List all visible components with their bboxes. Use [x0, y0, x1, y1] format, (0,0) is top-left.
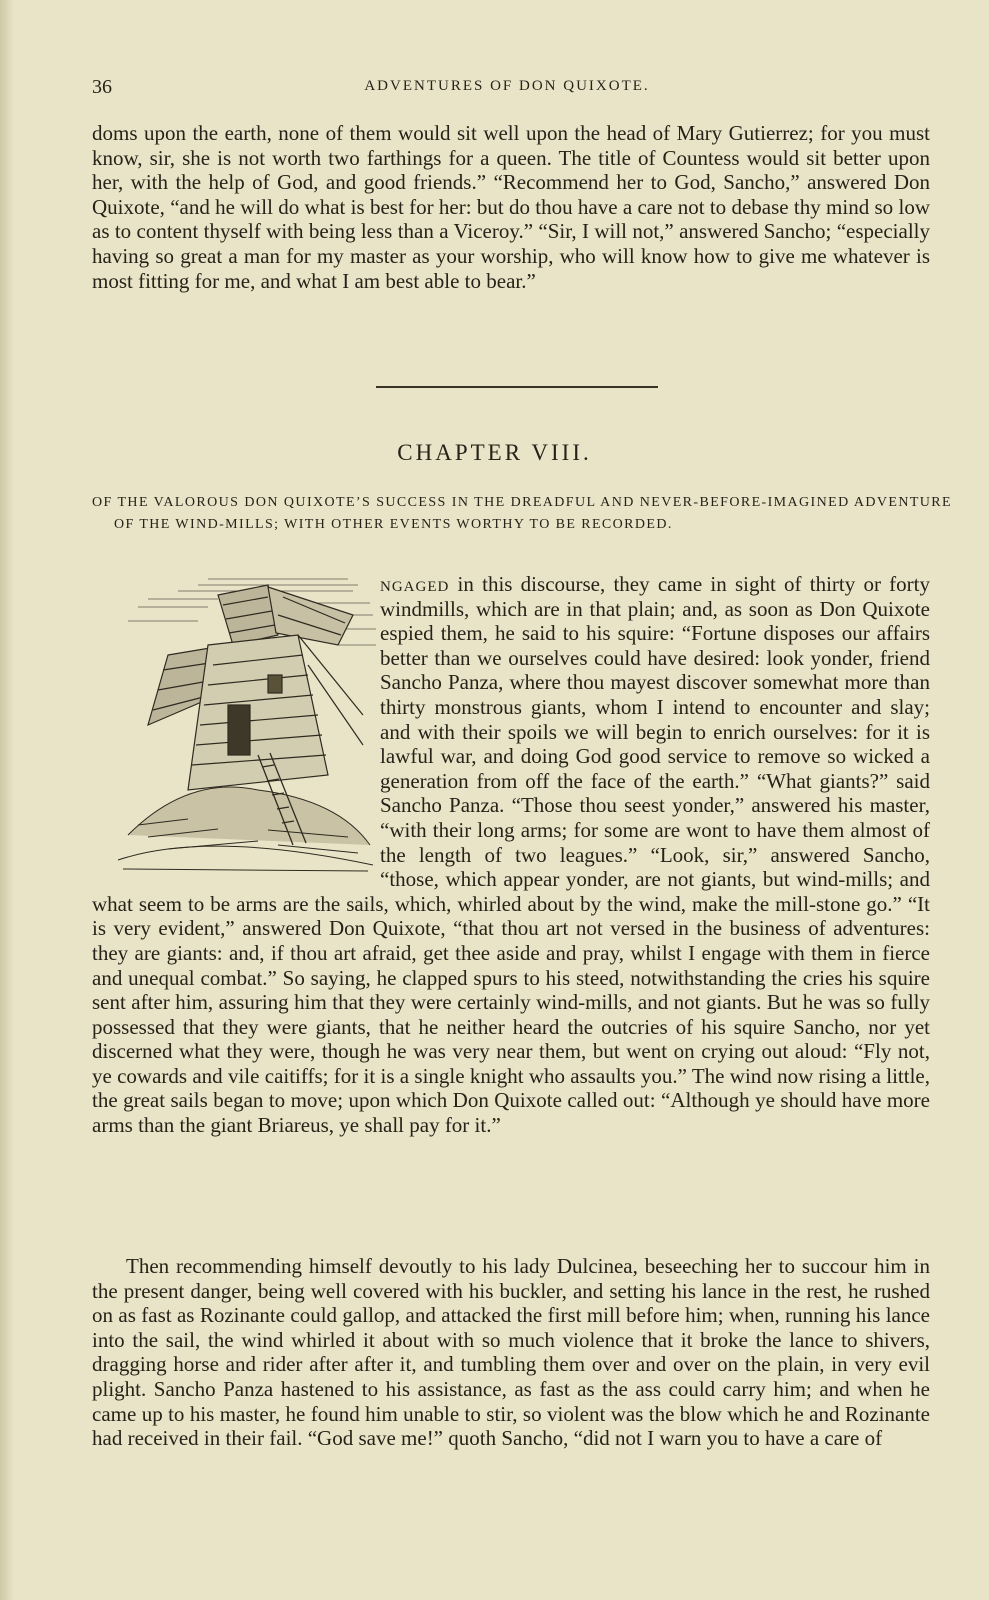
page-gutter-shadow	[0, 0, 14, 1600]
chapter-summary: OF THE VALOROUS DON QUIXOTE’S SUCCESS IN THE DREADFUL AND NEVER-BEFORE-IMAGINED ADVENTURE OF THE WIND-MILLS; WITH OTHER EVENTS WORTHY TO BE RECORDED.	[92, 495, 952, 532]
running-head	[92, 76, 922, 106]
section-divider	[376, 386, 658, 388]
opening-paragraph-text: in this discourse, they came in sight of thirty or forty windmills, which are in that plain; and, as soon as Don Quixote espied them, he said to his squire: “Fortune disposes our affairs better than we ourselves could have desired: look yonder, friend Sancho Panza, where thou mayest discover somewhat more than thirty monstrous giants, whom I intend to encounter and slay; and with their spoils we will begin to enrich ourselves: for it is lawful war, and doing God good service to remove so wicked a generation from off the face of the earth.” “What giants?” said Sancho Panza. “Those thou seest yonder,” answered his master, “with their long arms; for some are wont to have them almost of the length of two leagues.” “Look, sir,” answered Sancho, “those, which appear yonder, are not giants, but wind-mills; and what seem to be arms are the sails, which, whirled about by the wind, make the mill-stone go.” “It is very evident,” answered Don Quixote, “that thou art not versed in the business of adventures: they are giants: and, if thou art afraid, get thee aside and pray, whilst I engage with them in fierce and unequal combat.” So saying, he clapped spurs to his steed, notwithstanding the cries his squire sent after him, assuring him that they were certainly wind-mills, and not giants. But he was so fully possessed that they were giants, that he neither heard the outcries of his squire Sancho, nor yet discerned what they were, though he was very near them, but went on crying out aloud: “Fly not, ye cowards and vile caitiffs; for it is a single knight who assaults you.” The wind now rising a little, the great sails began to move; upon which Don Quixote called out: “Although ye should have more arms than the giant Briareus, ye shall pay for it.”	[92, 572, 930, 1138]
continued-paragraph: doms upon the earth, none of them would sit well upon the head of Mary Gutierrez; for you must know, sir, she is not worth two farthings for a queen. The title of Countess would sit better upon her, with the help of God, and good friends.” “Recommend her to God, Sancho,” answered Don Quixote, “and he will do what is best for her: but do thou have a care not to debase thy mind so low as to content thyself with being less than a Viceroy.” “Sir, I will not,” answered Sancho; “especially having so great a man for my master as your worship, who will know how to give me whatever is most fitting for me, and what I am best able to bear.”	[92, 121, 930, 293]
illustration-float-space	[92, 572, 380, 868]
next-paragraph: Then recommending himself devoutly to his lady Dulcinea, beseeching her to succour him in the present danger, being well covered with his buckler, and setting his lance in the rest, he rushed on as fast as Rozinante could gallop, and attacked the first mill before him; when, running his lance into the sail, the wind whirled it about with so much violence that it broke the lance to shivers, dragging horse and rider after after it, and tumbling them over and over on the plain, in very evil plight. Sancho Panza hastened to his assistance, as fast as the ass could carry him; and when he came up to his master, he found him unable to stir, so violent was the blow which he and Rozinante had received in their fail. “God save me!” quoth Sancho, “did not I warn you to have a care of	[92, 1254, 930, 1451]
small-caps-opening: ngaged	[380, 572, 450, 596]
running-title: ADVENTURES OF DON QUIXOTE.	[364, 78, 650, 94]
page-number: 36	[92, 76, 112, 98]
chapter-opening-paragraph	[92, 572, 930, 1138]
chapter-title: CHAPTER VIII.	[397, 440, 592, 465]
